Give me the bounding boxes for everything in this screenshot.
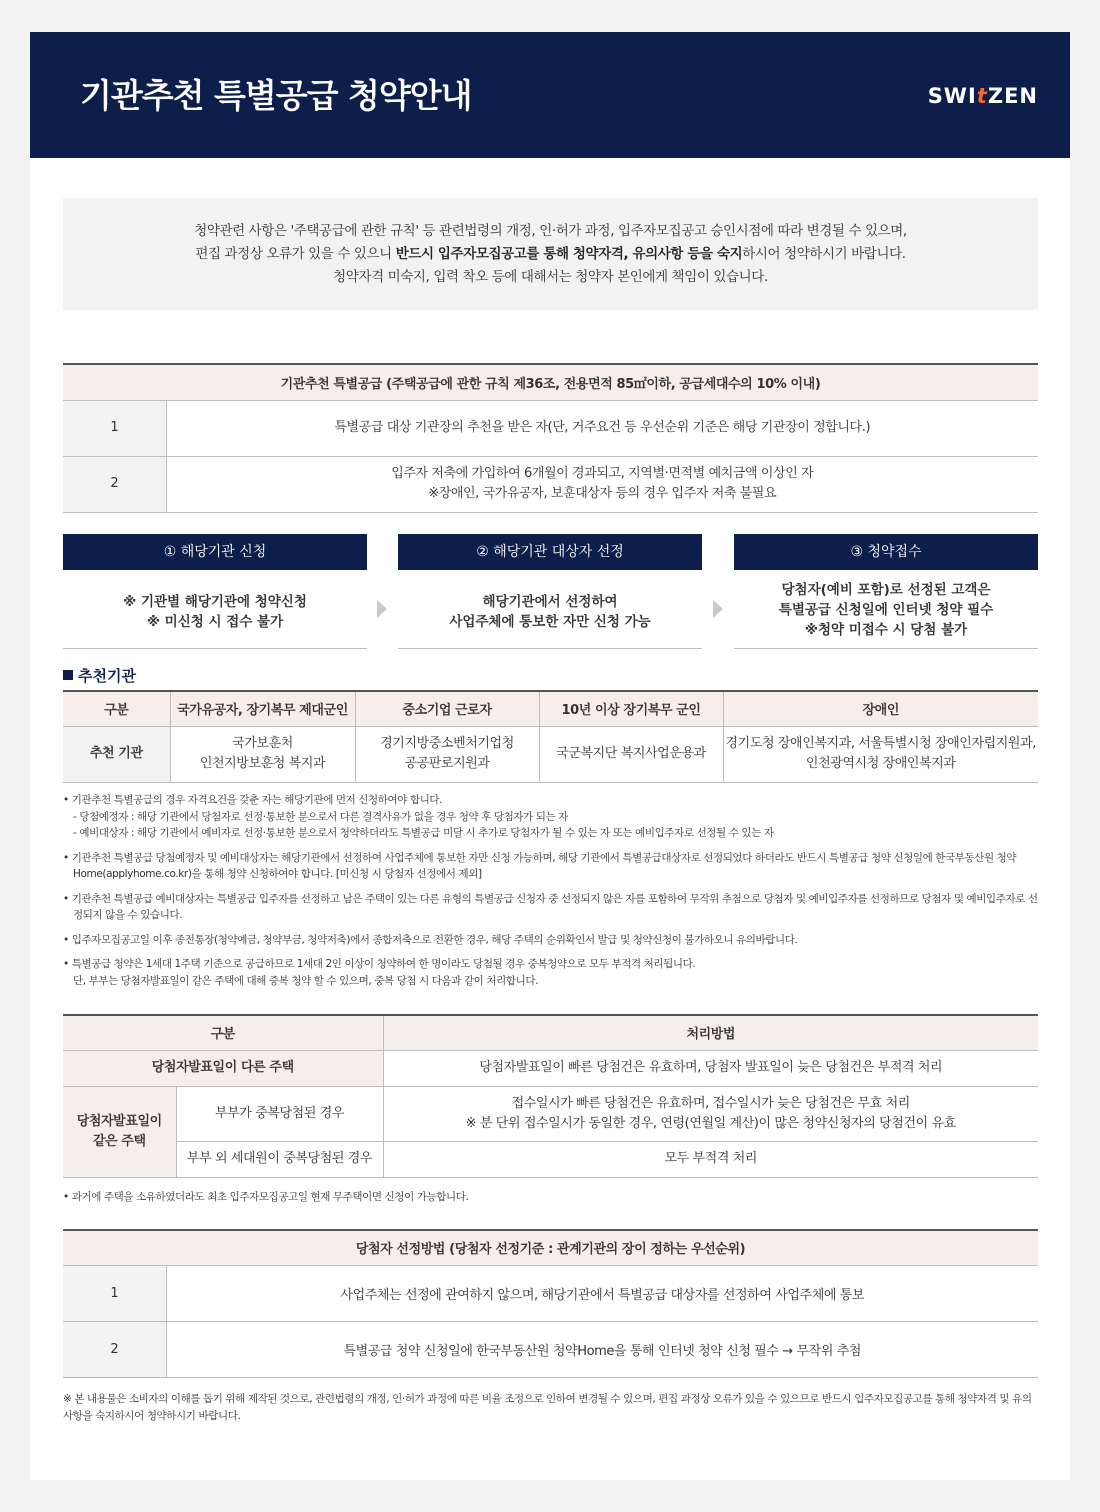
notice-line-1: 청약관련 사항은 '주택공급에 관한 규칙' 등 관련법령의 개정, 인·허가 과정, 입주자모집공고 승인시점에 따라 변경될 수 있으며, [194, 223, 907, 239]
notice-box [63, 198, 1038, 310]
section-title: 추천기관 [63, 665, 136, 686]
agencies-table: 구분 국가유공자, 장기복무 제대군인 중소기업 근로자 10년 이상 장기복무 군인 장애인 추천 기관 국가보훈처 인천지방보훈청 복지과 경기지방중소벤처기업청 공공판로지원과 국군복지단 복지사업운용과 경기도청 장애인복지과, 서울특별시청 장애인자립지원과, 인천광역시청 장애인복지과 [63, 690, 1038, 783]
qualification-header: 기관추천 특별공급 (주택공급에 관한 규칙 제36조, 전용면적 85㎡이하, 공급세대수의 10% 이내) [63, 364, 1038, 400]
table-row: 당첨자발표일이 다른 주택 당첨자발표일이 빠른 당첨건은 유효하며, 당첨자 발표일이 늦은 당첨건은 부적격 처리 [63, 1050, 1038, 1086]
disclaimer: ※ 본 내용물은 소비자의 이해를 돕기 위해 제작된 것으로, 관련법령의 개정, 인·허가 과정에 따른 비율 조정으로 인하여 변경될 수 있으며, 편집 과정상 오류가 있을 수 있으므로 반드시 입주자모집공고를 통해 청약자격 및 유의사항을 숙지하시어 청약하시기 바랍니다. [63, 1393, 1032, 1422]
brand-logo: SWItZEN [927, 84, 1038, 108]
step-selection: ② 해당기관 대상자 선정 해당기관에서 선정하여 사업주체에 통보한 자만 신청 가능 [398, 534, 702, 649]
step-subscription: ③ 청약접수 당첨자(예비 포함)로 선정된 고객은 특별공급 신청일에 인터넷 청약 필수 ※청약 미접수 시 당첨 불가 [734, 534, 1038, 649]
table-row: 1 특별공급 대상 기관장의 추천을 받은 자(단, 거주요건 등 우선순위 기준은 해당 기관장이 정합니다.) [63, 400, 1038, 456]
notice-line-3: 청약자격 미숙지, 입력 착오 등에 대해서는 청약자 본인에게 책임이 있습니다. [333, 269, 768, 285]
notes-list: • 기관추천 특별공급의 경우 자격요건을 갖춘 자는 해당기관에 먼저 신청하여야 합니다. - 당첨예정자 : 해당 기관에서 당첨자로 선정·통보한 분으로서 다른 결격사유가 없을 경우 청약 후 당첨자가 되는 자 - 예비대상자 : 해당 기관에서 예비자로 선정·통보한 분으로서 청약하더라도 특별공급 미달 시 추가로 당첨자가 될 수 있는 자 또는 예비입주자로 선정될 수 있는 자 • 기관추천 특별공급 당첨예정자 및 예비대상자는 해당기관에서 선정하여 사업주체에 통보한 자만 신청 가능하며, 해당 기관에서 특별공급대상자로 선정되었다 하더라도 반드시 특별공급 청약 신청일에 한국부동산원 청약Home(applyhome.co.kr)을 통해 청약 신청하여야 합니다. [미신청 시 당첨자 선정에서 제외] • 기관추천 특별공급 예비대상자는 특별공급 입주자를 선정하고 남은 주택이 있는 다른 유형의 특별공급 신청자 중 선정되지 않은 자를 포함하여 무작위 추첨으로 당첨자 및 예비입주자를 선정하므로 당첨자 및 예비입주자로 선정되지 않을 수 있습니다. • 입주자모집공고일 이후 종전통장(청약예금, 청약부금, 청약저축)에서 종합저축으로 전환한 경우, 해당 주택의 순위확인서 발급 및 청약신청이 불가하오니 유의바랍니다. • 특별공급 청약은 1세대 1주택 기준으로 공급하므로 1세대 2인 이상이 청약하여 한 명이라도 당첨될 경우 중복청약으로 모두 부적격 처리됩니다. 단, 부부는 당첨자발표일이 같은 주택에 대해 중복 청약 할 수 있으며, 중복 당첨 시 다음과 같이 처리합니다. [63, 794, 1038, 987]
page-header [30, 32, 1070, 158]
notice-line-2: 편집 과정상 오류가 있을 수 있으니 반드시 입주자모집공고를 통해 청약자격, 유의사항 등을 숙지하시어 청약하시기 바랍니다. [195, 246, 906, 262]
table-row: 추천 기관 국가보훈처 인천지방보훈청 복지과 경기지방중소벤처기업청 공공판로지원과 국군복지단 복지사업운용과 경기도청 장애인복지과, 서울특별시청 장애인자립지원과, 인천광역시청 장애인복지과 [63, 726, 1038, 782]
selection-table [63, 1229, 1038, 1378]
notice-card [30, 32, 1070, 1480]
step-apply: ① 해당기관 신청 ※ 기관별 해당기관에 청약신청 ※ 미신청 시 접수 불가 [63, 534, 367, 649]
selection-header: 당첨자 선정방법 (당첨자 선정기준 : 관계기관의 장이 정하는 우선순위) [63, 1230, 1038, 1265]
table-row: 당첨자발표일이 같은 주택 부부가 중복당첨된 경우 접수일시가 빠른 당첨건은 유효하며, 접수일시가 늦은 당첨건은 무효 처리 ※ 분 단위 접수일시가 동일한 경우, 연령(연월일 계산)이 많은 청약신청자의 당첨건이 유효 [63, 1086, 1038, 1141]
square-bullet-icon [63, 670, 73, 680]
qualification-table [63, 363, 1038, 513]
chevron-right-icon [713, 600, 723, 618]
chevron-right-icon [377, 600, 387, 618]
duplicate-table: 구분 처리방법 당첨자발표일이 다른 주택 당첨자발표일이 빠른 당첨건은 유효하며, 당첨자 발표일이 늦은 당첨건은 부적격 처리 당첨자발표일이 같은 주택 부부가 중복당첨된 경우 접수일시가 빠른 당첨건은 유효하며, 접수일시가 늦은 당첨건은 무효 처리 ※ 분 단위 접수일시가 동일한 경우, 연령(연월일 계산)이 많은 청약신청자의 당첨건이 유효 부부 외 세대원이 중복당첨된 경우 모두 부적격 처리 [63, 1014, 1038, 1178]
process-steps [63, 534, 1038, 649]
table-row: 부부 외 세대원이 중복당첨된 경우 모두 부적격 처리 [63, 1141, 1038, 1177]
table-row: 2 입주자 저축에 가입하여 6개월이 경과되고, 지역별·면적별 예치금액 이상인 자 ※장애인, 국가유공자, 보훈대상자 등의 경우 입주자 저축 불필요 [63, 456, 1038, 512]
table-row: 1 사업주체는 선정에 관여하지 않으며, 해당기관에서 특별공급 대상자를 선정하여 사업주체에 통보 [63, 1265, 1038, 1321]
page-title: 기관추천 특별공급 청약안내 [80, 76, 472, 115]
note-after: • 과거에 주택을 소유하였더라도 최초 입주자모집공고일 현재 무주택이면 신청이 가능합니다. [63, 1191, 469, 1203]
table-row: 2 특별공급 청약 신청일에 한국부동산원 청약Home을 통해 인터넷 청약 신청 필수 → 무작위 추첨 [63, 1321, 1038, 1377]
